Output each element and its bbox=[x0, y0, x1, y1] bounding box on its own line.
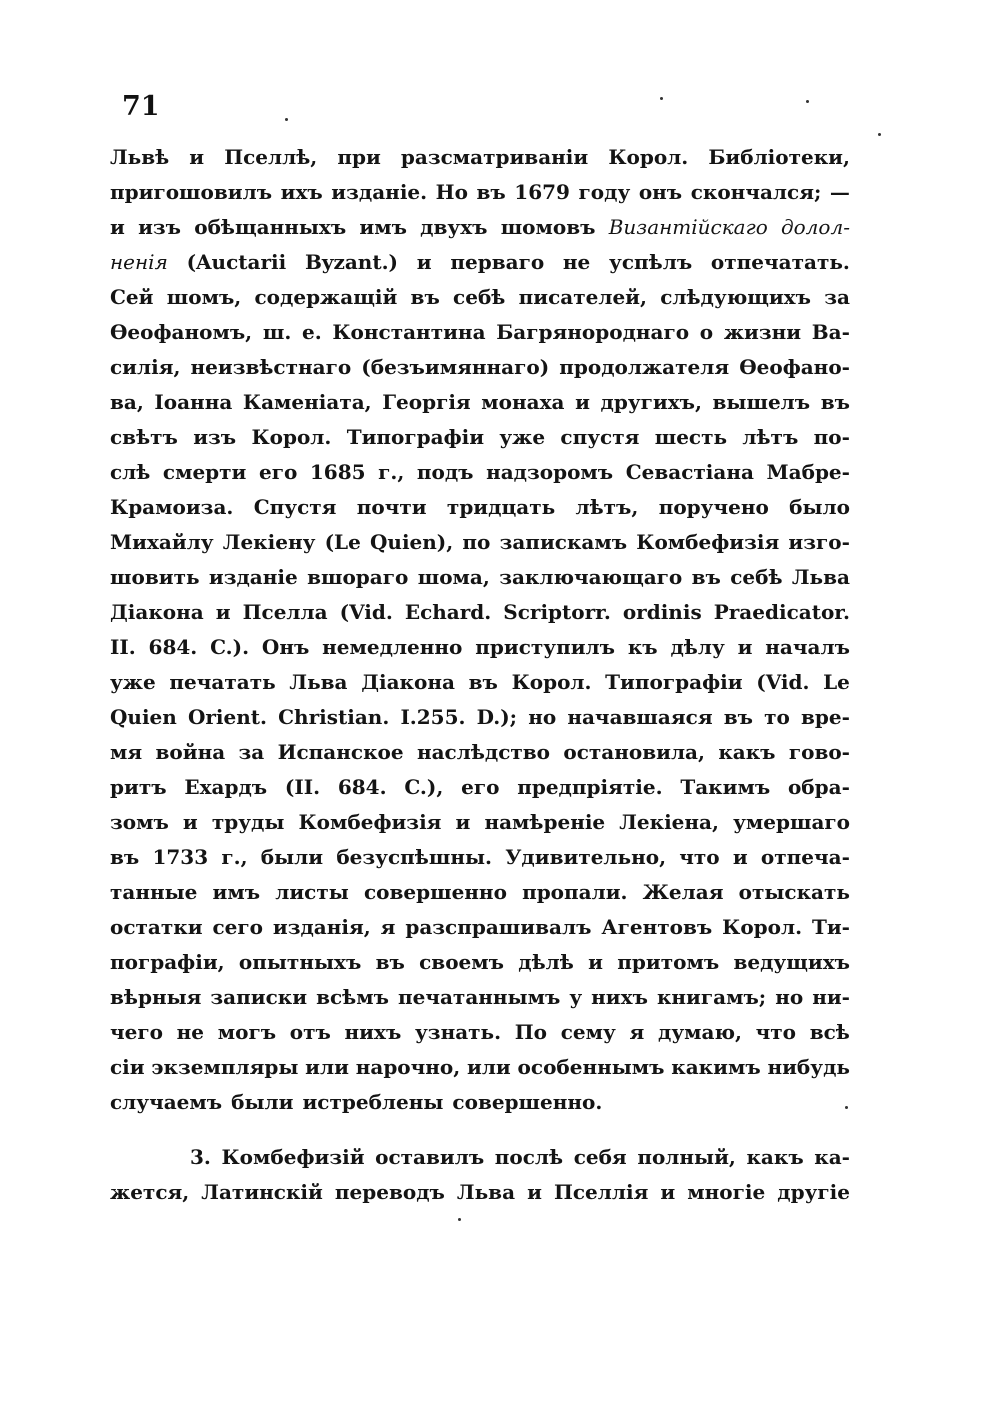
word: и bbox=[737, 635, 753, 659]
word: труды bbox=[211, 810, 285, 834]
word: и bbox=[575, 390, 590, 414]
word: не bbox=[562, 250, 591, 274]
text-line bbox=[110, 1050, 850, 1085]
word: въ bbox=[375, 950, 405, 974]
text-line bbox=[110, 280, 850, 315]
word: Пселлія bbox=[553, 1180, 649, 1204]
word: шомъ, bbox=[166, 285, 242, 309]
word: продолжателя bbox=[559, 355, 730, 379]
word: Діакона bbox=[361, 670, 455, 694]
word: особеннымъ bbox=[517, 1055, 665, 1079]
word: отъ bbox=[289, 1020, 331, 1044]
word: и bbox=[588, 950, 603, 974]
word: зомъ bbox=[110, 810, 169, 834]
word: отпеча- bbox=[760, 845, 850, 869]
word: подъ bbox=[416, 460, 474, 484]
word: Льва bbox=[456, 1180, 516, 1204]
word: и bbox=[660, 1180, 676, 1204]
word: заключающаго bbox=[499, 565, 683, 589]
word: намѣреніе bbox=[484, 810, 606, 834]
word: — bbox=[829, 180, 850, 204]
word: изданіе bbox=[208, 565, 298, 589]
word: переводъ bbox=[334, 1180, 445, 1204]
text-line bbox=[110, 1085, 850, 1120]
word: Мабре- bbox=[766, 460, 850, 484]
text-line bbox=[110, 210, 850, 245]
word: Библіотеки, bbox=[708, 145, 850, 169]
word: силія, bbox=[110, 355, 181, 379]
word: къ bbox=[627, 635, 658, 659]
word: спустя bbox=[560, 425, 640, 449]
word: въ bbox=[110, 845, 140, 869]
word: Корол. bbox=[608, 145, 689, 169]
word: у bbox=[569, 985, 583, 1009]
word: приступилъ bbox=[475, 635, 615, 659]
word: дѣлѣ bbox=[518, 950, 574, 974]
text-line bbox=[110, 1140, 850, 1175]
word: Льва bbox=[289, 670, 348, 694]
word: лѣтъ bbox=[742, 425, 799, 449]
print-speck bbox=[660, 97, 663, 100]
word: Корол. bbox=[511, 670, 592, 694]
word: шесть bbox=[654, 425, 728, 449]
word: 3. bbox=[190, 1145, 211, 1169]
word: и bbox=[182, 810, 198, 834]
word: Желая bbox=[642, 880, 724, 904]
text-line bbox=[110, 140, 850, 175]
word: (II. bbox=[284, 775, 321, 799]
word: Quien bbox=[110, 705, 177, 729]
word: и bbox=[455, 810, 471, 834]
word: Онъ bbox=[261, 635, 310, 659]
text-line bbox=[110, 385, 850, 420]
word: Пселлѣ, bbox=[224, 145, 318, 169]
word: Львѣ bbox=[110, 145, 170, 169]
word: своемъ bbox=[419, 950, 504, 974]
word: другихъ, bbox=[600, 390, 702, 414]
word: Quien), bbox=[369, 530, 454, 554]
word: онъ bbox=[638, 180, 683, 204]
word: обѣщанныхъ bbox=[194, 215, 347, 239]
word: гово- bbox=[788, 740, 850, 764]
word: но bbox=[528, 705, 557, 729]
text-line bbox=[110, 770, 850, 805]
text-line bbox=[110, 560, 850, 595]
word: но bbox=[775, 985, 804, 1009]
word: Корол. bbox=[251, 425, 332, 449]
word: оставилъ bbox=[375, 1145, 485, 1169]
word: Ти- bbox=[811, 915, 850, 939]
text-line bbox=[110, 945, 850, 980]
text-line bbox=[110, 315, 850, 350]
word: вышелъ bbox=[712, 390, 811, 414]
word: Такимъ bbox=[680, 775, 771, 799]
word: какъ bbox=[746, 1145, 804, 1169]
word: или bbox=[467, 1055, 511, 1079]
word: Сей bbox=[110, 285, 154, 309]
word: I.255. bbox=[400, 705, 466, 729]
word: вшораго bbox=[307, 565, 409, 589]
word: (Vid. bbox=[339, 600, 393, 624]
word: экземпляры bbox=[151, 1055, 299, 1079]
text-line bbox=[110, 420, 850, 455]
word: Но bbox=[435, 180, 468, 204]
word: узнать. bbox=[415, 1020, 502, 1044]
word: (безъимяннаго) bbox=[361, 355, 550, 379]
word: Крамоиза. bbox=[110, 495, 234, 519]
word: Агентовъ bbox=[601, 915, 713, 939]
word: притомъ bbox=[617, 950, 720, 974]
word: и bbox=[416, 250, 432, 274]
word: ненія bbox=[110, 250, 168, 274]
word: слѣ bbox=[110, 460, 151, 484]
word: неизвѣстнаго bbox=[190, 355, 352, 379]
word: предпріятіе. bbox=[517, 775, 663, 799]
word: послѣ bbox=[494, 1145, 564, 1169]
print-speck bbox=[878, 133, 881, 136]
word: записки bbox=[210, 985, 308, 1009]
word: ordinis bbox=[622, 600, 702, 624]
text-line bbox=[110, 910, 850, 945]
word: Діакона bbox=[110, 600, 204, 624]
word: книгамъ; bbox=[656, 985, 767, 1009]
word: изъ bbox=[193, 425, 237, 449]
word: тридцать bbox=[446, 495, 556, 519]
text-line bbox=[110, 840, 850, 875]
word: случаемъ bbox=[110, 1090, 223, 1114]
word: Byzant.) bbox=[304, 250, 399, 274]
word: изданія, bbox=[272, 915, 371, 939]
word: то bbox=[764, 705, 790, 729]
word: начавшаяся bbox=[567, 705, 713, 729]
body-text bbox=[110, 140, 850, 1210]
word: изданіе. bbox=[331, 180, 428, 204]
word: Багрянороднаго bbox=[496, 320, 690, 344]
text-line bbox=[110, 175, 850, 210]
word: почти bbox=[356, 495, 427, 519]
word: не bbox=[176, 1020, 205, 1044]
word: е. bbox=[301, 320, 322, 344]
word: (Auctarii bbox=[186, 250, 287, 274]
word: Іоанна bbox=[154, 390, 233, 414]
word: 684. bbox=[337, 775, 387, 799]
page-number: 71 bbox=[122, 91, 160, 122]
word: Комбефизія bbox=[298, 810, 442, 834]
word: шома, bbox=[417, 565, 490, 589]
word: остатки bbox=[110, 915, 203, 939]
word: въ bbox=[723, 705, 753, 729]
word: Удивительно, bbox=[505, 845, 667, 869]
word: уже bbox=[110, 670, 156, 694]
word: при bbox=[337, 145, 381, 169]
word: монаха bbox=[481, 390, 565, 414]
word: въ bbox=[820, 390, 850, 414]
word: полный, bbox=[637, 1145, 736, 1169]
word: (Vid. bbox=[756, 670, 810, 694]
word: Ехардъ bbox=[184, 775, 268, 799]
word: другіе bbox=[777, 1180, 850, 1204]
word: совершенно bbox=[363, 880, 507, 904]
text-line bbox=[110, 875, 850, 910]
word: началъ bbox=[765, 635, 850, 659]
word: жется, bbox=[110, 1180, 190, 1204]
word: о bbox=[699, 320, 714, 344]
text-line bbox=[110, 1175, 850, 1210]
word: Корол. bbox=[722, 915, 803, 939]
word: я bbox=[629, 1020, 645, 1044]
word: слѣдующихъ bbox=[660, 285, 811, 309]
word: какимъ bbox=[671, 1055, 761, 1079]
word: Георгія bbox=[382, 390, 471, 414]
word: г., bbox=[378, 460, 405, 484]
word: ка- bbox=[814, 1145, 850, 1169]
word: война bbox=[155, 740, 226, 764]
word: могъ bbox=[217, 1020, 277, 1044]
word: отпечатать. bbox=[710, 250, 850, 274]
word: что bbox=[755, 1020, 797, 1044]
word: Ѳеофаномъ, bbox=[110, 320, 253, 344]
word: нибудь bbox=[767, 1055, 850, 1079]
word: двухъ bbox=[420, 215, 488, 239]
word: C.), bbox=[404, 775, 444, 799]
word: печатать bbox=[169, 670, 276, 694]
word: безуспѣшны. bbox=[336, 845, 492, 869]
word: писателей, bbox=[518, 285, 647, 309]
word: надзоромъ bbox=[486, 460, 614, 484]
text-line bbox=[110, 245, 850, 280]
word: ва, bbox=[110, 390, 144, 414]
word: нихъ bbox=[344, 1020, 402, 1044]
word: Константина bbox=[332, 320, 486, 344]
print-speck bbox=[845, 1106, 848, 1109]
word: Севастіана bbox=[625, 460, 754, 484]
word: многіе bbox=[687, 1180, 766, 1204]
word: были bbox=[260, 845, 324, 869]
word: и bbox=[527, 1180, 542, 1204]
word: за bbox=[238, 740, 265, 764]
word: танные bbox=[110, 880, 198, 904]
word: нихъ bbox=[591, 985, 648, 1009]
word: свѣтъ bbox=[110, 425, 178, 449]
word: Комбефизія bbox=[636, 530, 780, 554]
word: изго- bbox=[788, 530, 850, 554]
word: 1733 bbox=[152, 845, 209, 869]
word: ритъ bbox=[110, 775, 167, 799]
word: что bbox=[679, 845, 720, 869]
word: какъ bbox=[718, 740, 776, 764]
word: скончался; bbox=[690, 180, 822, 204]
word: было bbox=[789, 495, 850, 519]
word: разспрашивалъ bbox=[405, 915, 592, 939]
word: уже bbox=[499, 425, 546, 449]
paragraph-gap bbox=[110, 1120, 850, 1140]
text-line bbox=[110, 595, 850, 630]
word: жизни bbox=[723, 320, 802, 344]
word: вѣрныя bbox=[110, 985, 202, 1009]
word: Le bbox=[823, 670, 850, 694]
word: по- bbox=[813, 425, 850, 449]
word: сего bbox=[212, 915, 263, 939]
word: въ bbox=[691, 565, 721, 589]
word: имъ bbox=[359, 215, 407, 239]
word: нарочно, bbox=[355, 1055, 461, 1079]
word: я bbox=[380, 915, 396, 939]
word: мя bbox=[110, 740, 143, 764]
word: умершаго bbox=[733, 810, 850, 834]
word: себя bbox=[573, 1145, 627, 1169]
word: и bbox=[215, 600, 231, 624]
word: Лекіену bbox=[222, 530, 316, 554]
word: всѣ bbox=[809, 1020, 850, 1044]
word: себѣ bbox=[453, 285, 506, 309]
word: листы bbox=[275, 880, 349, 904]
word: шомовъ bbox=[500, 215, 596, 239]
word: въ bbox=[468, 670, 498, 694]
word: C.). bbox=[210, 635, 250, 659]
word: Каменіата, bbox=[242, 390, 372, 414]
word: успѣлъ bbox=[609, 250, 693, 274]
word: изъ bbox=[138, 215, 182, 239]
word: по bbox=[462, 530, 491, 554]
word: D.); bbox=[476, 705, 518, 729]
print-speck bbox=[806, 100, 809, 103]
word: Латинскій bbox=[201, 1180, 323, 1204]
word: содержащій bbox=[254, 285, 398, 309]
word: Лекіена, bbox=[619, 810, 719, 834]
word: Спустя bbox=[253, 495, 337, 519]
text-line bbox=[110, 980, 850, 1015]
word: поручено bbox=[658, 495, 769, 519]
word: его bbox=[258, 460, 298, 484]
text-line bbox=[110, 490, 850, 525]
word: Михайлу bbox=[110, 530, 214, 554]
word: ш. bbox=[262, 320, 292, 344]
word: сему bbox=[560, 1020, 616, 1044]
word: наслѣдство bbox=[416, 740, 551, 764]
word: лѣтъ, bbox=[575, 495, 639, 519]
word: перваго bbox=[450, 250, 545, 274]
word: въ bbox=[410, 285, 440, 309]
word: Echard. bbox=[404, 600, 492, 624]
text-line bbox=[110, 630, 850, 665]
word: Комбефизій bbox=[221, 1145, 365, 1169]
word: пригошовилъ bbox=[110, 180, 273, 204]
word: Ѳеофано- bbox=[739, 355, 850, 379]
word: себѣ bbox=[730, 565, 783, 589]
word: чего bbox=[110, 1020, 163, 1044]
word: печатаннымъ bbox=[397, 985, 561, 1009]
text-line bbox=[110, 455, 850, 490]
word: (Le bbox=[324, 530, 361, 554]
word: 1685 bbox=[309, 460, 366, 484]
word: думаю, bbox=[658, 1020, 742, 1044]
word: Пселла bbox=[242, 600, 328, 624]
word: ихъ bbox=[280, 180, 323, 204]
text-line bbox=[110, 525, 850, 560]
word: Scriptorr. bbox=[503, 600, 611, 624]
word: Praedicator. bbox=[713, 600, 850, 624]
word: за bbox=[824, 285, 850, 309]
word: 684. bbox=[148, 635, 198, 659]
word: Типографіи bbox=[605, 670, 743, 694]
print-speck bbox=[285, 118, 288, 121]
word: Ва- bbox=[811, 320, 850, 344]
word: г., bbox=[221, 845, 248, 869]
word: Christian. bbox=[278, 705, 390, 729]
word: году bbox=[578, 180, 631, 204]
text-line bbox=[110, 700, 850, 735]
word: отыскать bbox=[738, 880, 850, 904]
word: и bbox=[110, 215, 125, 239]
word: дѣлу bbox=[670, 635, 725, 659]
word: Византійскаго bbox=[608, 215, 768, 239]
word: въ bbox=[476, 180, 506, 204]
word: или bbox=[305, 1055, 349, 1079]
word: остановила, bbox=[563, 740, 705, 764]
word: Типографіи bbox=[346, 425, 485, 449]
word: пографіи, bbox=[110, 950, 225, 974]
word: По bbox=[514, 1020, 548, 1044]
word: пропали. bbox=[522, 880, 628, 904]
text-line bbox=[110, 665, 850, 700]
word: 1679 bbox=[514, 180, 570, 204]
word: Испанское bbox=[277, 740, 404, 764]
word: шовить bbox=[110, 565, 200, 589]
word: его bbox=[461, 775, 500, 799]
word: Льва bbox=[791, 565, 850, 589]
word: запискамъ bbox=[499, 530, 628, 554]
word: обра- bbox=[787, 775, 850, 799]
word: истреблены bbox=[302, 1090, 444, 1114]
print-speck bbox=[458, 1218, 461, 1221]
text-line bbox=[110, 735, 850, 770]
word: были bbox=[231, 1090, 294, 1114]
word: немедленно bbox=[322, 635, 463, 659]
text-line bbox=[110, 350, 850, 385]
word: долол- bbox=[780, 215, 850, 239]
word: смерти bbox=[162, 460, 247, 484]
word: вре- bbox=[801, 705, 850, 729]
word: совершенно. bbox=[452, 1090, 603, 1114]
word: имъ bbox=[212, 880, 261, 904]
word: ни- bbox=[812, 985, 850, 1009]
text-line bbox=[110, 1015, 850, 1050]
word: опытныхъ bbox=[238, 950, 362, 974]
word: сіи bbox=[110, 1055, 145, 1079]
word: ведущихъ bbox=[733, 950, 850, 974]
text-line bbox=[110, 805, 850, 840]
word: Orient. bbox=[187, 705, 267, 729]
word: всѣмъ bbox=[316, 985, 389, 1009]
word: и bbox=[189, 145, 205, 169]
word: разсматриваніи bbox=[400, 145, 589, 169]
word: II. bbox=[110, 635, 136, 659]
word: и bbox=[732, 845, 748, 869]
